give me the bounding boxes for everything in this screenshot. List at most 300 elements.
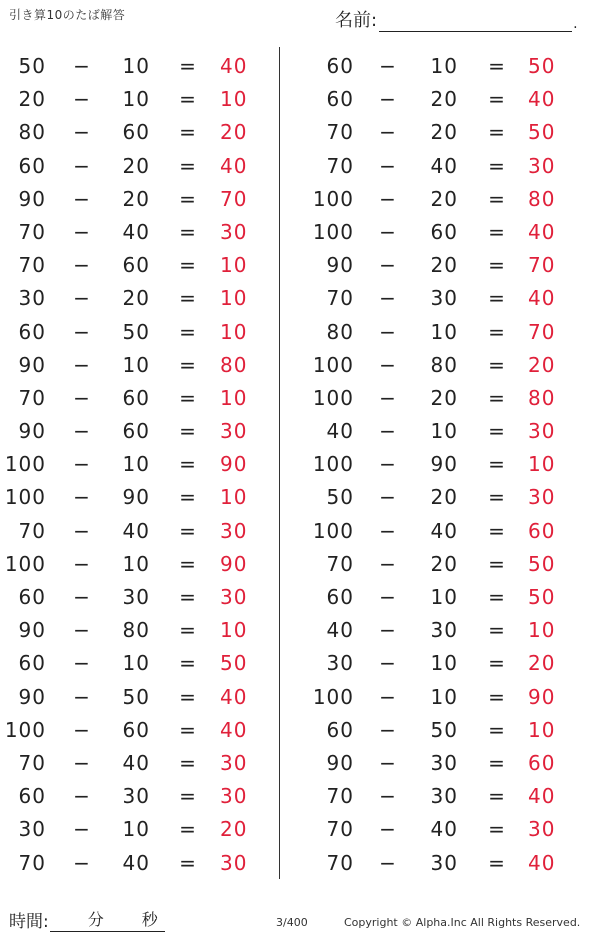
equals-sign: = — [488, 186, 506, 211]
copyright-notice: Copyright © Alpha.Inc All Rights Reserved. — [344, 916, 581, 929]
subtrahend: 30 — [430, 286, 458, 311]
minuend: 70 — [326, 153, 354, 178]
minuend: 60 — [326, 585, 354, 609]
answer: 90 — [528, 684, 556, 709]
problem-row — [0, 348, 279, 381]
equals-sign: = — [488, 585, 506, 609]
answer: 30 — [528, 419, 556, 444]
problem-row — [0, 281, 279, 314]
minuend: 100 — [312, 385, 354, 410]
subtrahend: 60 — [430, 219, 458, 244]
subtrahend: 40 — [430, 817, 458, 842]
minuend: 100 — [312, 352, 354, 377]
minus-sign: − — [73, 784, 91, 809]
minuend: 70 — [326, 850, 354, 875]
answer: 80 — [220, 352, 248, 377]
subtrahend: 20 — [430, 385, 458, 410]
problem-row — [300, 846, 590, 879]
name-field — [335, 6, 578, 32]
subtrahend: 40 — [122, 219, 150, 244]
answer: 40 — [220, 684, 248, 709]
minuend: 50 — [326, 485, 354, 510]
problem-row — [300, 613, 590, 646]
minuend: 60 — [326, 54, 354, 78]
minus-sign: − — [73, 518, 91, 543]
subtrahend: 90 — [122, 485, 150, 510]
subtrahend: 10 — [122, 551, 150, 576]
problem-row — [300, 182, 590, 215]
subtrahend: 30 — [430, 750, 458, 775]
minus-sign: − — [379, 651, 397, 676]
minuend: 30 — [18, 286, 46, 311]
problem-row — [300, 779, 590, 812]
minus-sign: − — [379, 120, 397, 145]
worksheet-title: 引き算10のたば解答 — [9, 8, 126, 22]
subtrahend: 50 — [430, 717, 458, 742]
equals-sign: = — [179, 186, 197, 211]
subtrahend: 60 — [122, 385, 150, 410]
equals-sign: = — [488, 485, 506, 510]
answer: 30 — [220, 585, 248, 609]
minus-sign: − — [379, 551, 397, 576]
answer: 40 — [220, 717, 248, 742]
equals-sign: = — [179, 352, 197, 377]
subtrahend: 60 — [122, 717, 150, 742]
subtrahend: 90 — [430, 452, 458, 477]
subtrahend: 10 — [430, 684, 458, 709]
minuend: 70 — [18, 518, 46, 543]
problem-row — [300, 381, 590, 414]
minus-sign: − — [379, 784, 397, 809]
equals-sign: = — [179, 651, 197, 676]
answer: 30 — [220, 750, 248, 775]
problem-row — [300, 281, 590, 314]
minus-sign: − — [379, 286, 397, 311]
minuend: 90 — [18, 684, 46, 709]
answer: 60 — [528, 750, 556, 775]
answer: 40 — [528, 286, 556, 311]
answer: 10 — [220, 618, 248, 643]
subtrahend: 10 — [430, 319, 458, 344]
minus-sign: − — [379, 452, 397, 477]
answer: 30 — [220, 419, 248, 444]
equals-sign: = — [488, 253, 506, 278]
equals-sign: = — [488, 518, 506, 543]
problem-row — [300, 414, 590, 447]
problem-row — [300, 49, 590, 82]
minuend: 60 — [18, 153, 46, 178]
minuend: 90 — [326, 253, 354, 278]
left-problem-column — [0, 49, 279, 879]
minus-sign: − — [73, 385, 91, 410]
equals-sign: = — [179, 286, 197, 311]
minus-sign: − — [379, 87, 397, 112]
subtrahend: 60 — [122, 419, 150, 444]
minus-sign: − — [73, 717, 91, 742]
subtrahend: 20 — [430, 87, 458, 112]
equals-sign: = — [488, 385, 506, 410]
answer: 50 — [528, 54, 556, 78]
problem-row — [0, 480, 279, 513]
subtrahend: 20 — [122, 153, 150, 178]
answer: 30 — [528, 153, 556, 178]
answer: 10 — [220, 385, 248, 410]
answer: 70 — [220, 186, 248, 211]
answer: 50 — [528, 120, 556, 145]
minus-sign: − — [379, 54, 397, 78]
subtrahend: 40 — [122, 850, 150, 875]
subtrahend: 10 — [122, 352, 150, 377]
equals-sign: = — [179, 485, 197, 510]
answer: 40 — [220, 54, 248, 78]
problem-row — [300, 149, 590, 182]
answer: 10 — [220, 286, 248, 311]
problem-row — [300, 746, 590, 779]
problem-row — [0, 149, 279, 182]
subtrahend: 10 — [430, 585, 458, 609]
problem-row — [0, 779, 279, 812]
equals-sign: = — [488, 319, 506, 344]
minuend: 40 — [326, 419, 354, 444]
time-input-line[interactable] — [50, 911, 165, 932]
answer: 70 — [528, 319, 556, 344]
problem-row — [0, 248, 279, 281]
subtrahend: 20 — [430, 253, 458, 278]
equals-sign: = — [488, 784, 506, 809]
answer: 30 — [220, 850, 248, 875]
answer: 90 — [220, 452, 248, 477]
problem-row — [0, 514, 279, 547]
equals-sign: = — [179, 817, 197, 842]
minuend: 100 — [312, 186, 354, 211]
subtrahend: 20 — [430, 186, 458, 211]
minus-sign: − — [73, 551, 91, 576]
minus-sign: − — [379, 518, 397, 543]
minus-sign: − — [73, 419, 91, 444]
minuend: 70 — [18, 253, 46, 278]
minuend: 100 — [4, 551, 46, 576]
minus-sign: − — [379, 253, 397, 278]
problem-row — [300, 348, 590, 381]
answer: 10 — [528, 452, 556, 477]
problem-row — [300, 315, 590, 348]
problem-row — [300, 713, 590, 746]
equals-sign: = — [179, 585, 197, 609]
subtrahend: 50 — [122, 319, 150, 344]
subtrahend: 10 — [122, 817, 150, 842]
equals-sign: = — [488, 618, 506, 643]
minus-sign: − — [379, 750, 397, 775]
answer: 40 — [528, 784, 556, 809]
subtrahend: 40 — [430, 518, 458, 543]
time-field — [9, 907, 165, 932]
subtrahend: 10 — [122, 87, 150, 112]
minus-sign: − — [73, 153, 91, 178]
equals-sign: = — [179, 452, 197, 477]
equals-sign: = — [179, 219, 197, 244]
minuend: 80 — [326, 319, 354, 344]
answer: 40 — [528, 87, 556, 112]
answer: 70 — [528, 253, 556, 278]
equals-sign: = — [179, 684, 197, 709]
minus-sign: − — [379, 684, 397, 709]
minus-sign: − — [379, 352, 397, 377]
subtrahend: 80 — [122, 618, 150, 643]
subtrahend: 10 — [430, 54, 458, 78]
problem-row — [300, 680, 590, 713]
equals-sign: = — [488, 651, 506, 676]
problem-row — [0, 381, 279, 414]
problem-row — [0, 812, 279, 845]
minuend: 60 — [326, 87, 354, 112]
answer: 10 — [220, 253, 248, 278]
answer: 30 — [220, 784, 248, 809]
name-label: 名前: — [335, 10, 378, 31]
subtrahend: 10 — [122, 651, 150, 676]
problem-row — [0, 49, 279, 82]
equals-sign: = — [179, 153, 197, 178]
minuend: 60 — [18, 319, 46, 344]
answer: 30 — [220, 219, 248, 244]
minuend: 100 — [312, 518, 354, 543]
subtrahend: 20 — [430, 485, 458, 510]
subtrahend: 40 — [430, 153, 458, 178]
subtrahend: 60 — [122, 253, 150, 278]
problem-row — [0, 215, 279, 248]
minuend: 50 — [18, 54, 46, 78]
equals-sign: = — [488, 684, 506, 709]
minus-sign: − — [379, 717, 397, 742]
minuend: 90 — [326, 750, 354, 775]
minuend: 40 — [326, 618, 354, 643]
equals-sign: = — [179, 784, 197, 809]
column-divider — [279, 47, 280, 879]
subtrahend: 10 — [430, 419, 458, 444]
minus-sign: − — [73, 684, 91, 709]
minuend: 70 — [326, 120, 354, 145]
minus-sign: − — [73, 618, 91, 643]
problem-row — [300, 646, 590, 679]
equals-sign: = — [488, 419, 506, 444]
problem-row — [300, 514, 590, 547]
answer: 80 — [528, 186, 556, 211]
problem-row — [0, 115, 279, 148]
equals-sign: = — [179, 87, 197, 112]
equals-sign: = — [488, 717, 506, 742]
minus-sign: − — [379, 618, 397, 643]
equals-sign: = — [179, 419, 197, 444]
equals-sign: = — [179, 253, 197, 278]
equals-sign: = — [488, 850, 506, 875]
equals-sign: = — [488, 817, 506, 842]
subtrahend: 40 — [122, 518, 150, 543]
answer: 20 — [220, 120, 248, 145]
equals-sign: = — [488, 750, 506, 775]
minus-sign: − — [73, 452, 91, 477]
minus-sign: − — [379, 319, 397, 344]
problem-row — [0, 680, 279, 713]
minuend: 60 — [18, 784, 46, 809]
problem-row — [300, 480, 590, 513]
minus-sign: − — [73, 585, 91, 609]
minuend: 70 — [18, 219, 46, 244]
minus-sign: − — [73, 850, 91, 875]
minuend: 20 — [18, 87, 46, 112]
equals-sign: = — [179, 319, 197, 344]
minuend: 30 — [18, 817, 46, 842]
subtrahend: 20 — [122, 186, 150, 211]
equals-sign: = — [179, 518, 197, 543]
problem-row — [300, 248, 590, 281]
equals-sign: = — [179, 618, 197, 643]
equals-sign: = — [488, 120, 506, 145]
answer: 10 — [220, 87, 248, 112]
equals-sign: = — [179, 717, 197, 742]
problem-row — [0, 613, 279, 646]
equals-sign: = — [179, 750, 197, 775]
subtrahend: 10 — [122, 452, 150, 477]
minuend: 70 — [326, 551, 354, 576]
minus-sign: − — [73, 253, 91, 278]
answer: 40 — [220, 153, 248, 178]
equals-sign: = — [179, 850, 197, 875]
minuend: 100 — [4, 452, 46, 477]
problem-row — [0, 315, 279, 348]
problem-row — [300, 82, 590, 115]
subtrahend: 80 — [430, 352, 458, 377]
equals-sign: = — [179, 54, 197, 78]
answer: 20 — [528, 352, 556, 377]
problem-row — [300, 215, 590, 248]
minuend: 100 — [312, 219, 354, 244]
minuend: 80 — [18, 120, 46, 145]
minuend: 100 — [312, 684, 354, 709]
answer: 40 — [528, 850, 556, 875]
problem-row — [300, 547, 590, 580]
minus-sign: − — [379, 850, 397, 875]
subtrahend: 10 — [122, 54, 150, 78]
right-problem-column — [300, 49, 590, 879]
minus-sign: − — [379, 585, 397, 609]
equals-sign: = — [488, 54, 506, 78]
subtrahend: 50 — [122, 684, 150, 709]
answer: 50 — [528, 551, 556, 576]
equals-sign: = — [488, 153, 506, 178]
seconds-unit: 秒 — [141, 910, 158, 929]
minuend: 90 — [18, 352, 46, 377]
minuend: 30 — [326, 651, 354, 676]
equals-sign: = — [488, 286, 506, 311]
answer: 20 — [220, 817, 248, 842]
answer: 60 — [528, 518, 556, 543]
minuend: 100 — [312, 452, 354, 477]
problem-row — [0, 646, 279, 679]
minus-sign: − — [73, 186, 91, 211]
minus-sign: − — [379, 153, 397, 178]
problem-row — [0, 414, 279, 447]
minus-sign: − — [73, 219, 91, 244]
problem-row — [0, 182, 279, 215]
answer: 30 — [528, 817, 556, 842]
minus-sign: − — [379, 485, 397, 510]
minus-sign: − — [73, 651, 91, 676]
subtrahend: 30 — [122, 585, 150, 609]
answer: 80 — [528, 385, 556, 410]
answer: 90 — [220, 551, 248, 576]
equals-sign: = — [179, 551, 197, 576]
equals-sign: = — [488, 87, 506, 112]
answer: 50 — [528, 585, 556, 609]
answer: 30 — [220, 518, 248, 543]
minus-sign: − — [73, 817, 91, 842]
minus-sign: − — [73, 286, 91, 311]
minus-sign: − — [379, 419, 397, 444]
subtrahend: 30 — [430, 784, 458, 809]
problem-row — [0, 82, 279, 115]
minuend: 100 — [4, 717, 46, 742]
subtrahend: 20 — [430, 120, 458, 145]
minus-sign: − — [379, 219, 397, 244]
answer: 10 — [220, 319, 248, 344]
minus-sign: − — [73, 352, 91, 377]
minuend: 70 — [326, 286, 354, 311]
minus-sign: − — [73, 485, 91, 510]
subtrahend: 30 — [430, 850, 458, 875]
name-end-mark: . — [573, 16, 578, 32]
equals-sign: = — [179, 120, 197, 145]
subtrahend: 60 — [122, 120, 150, 145]
minus-sign: − — [73, 120, 91, 145]
answer: 30 — [528, 485, 556, 510]
answer: 10 — [220, 485, 248, 510]
problem-row — [300, 580, 590, 613]
minuend: 100 — [4, 485, 46, 510]
answer: 10 — [528, 717, 556, 742]
minuend: 60 — [326, 717, 354, 742]
equals-sign: = — [179, 385, 197, 410]
minus-sign: − — [379, 186, 397, 211]
problem-row — [0, 447, 279, 480]
subtrahend: 10 — [430, 651, 458, 676]
equals-sign: = — [488, 551, 506, 576]
minus-sign: − — [73, 54, 91, 78]
answer: 50 — [220, 651, 248, 676]
minus-sign: − — [73, 750, 91, 775]
minuend: 70 — [18, 750, 46, 775]
minus-sign: − — [379, 385, 397, 410]
equals-sign: = — [488, 452, 506, 477]
subtrahend: 20 — [122, 286, 150, 311]
minuend: 70 — [326, 817, 354, 842]
subtrahend: 40 — [122, 750, 150, 775]
problem-row — [0, 547, 279, 580]
name-input-line[interactable] — [379, 11, 572, 32]
minuend: 70 — [18, 385, 46, 410]
problem-row — [300, 115, 590, 148]
problem-row — [300, 447, 590, 480]
problem-row — [300, 812, 590, 845]
minuend: 90 — [18, 618, 46, 643]
minus-sign: − — [73, 87, 91, 112]
problem-row — [0, 713, 279, 746]
minuend: 60 — [18, 585, 46, 609]
minuend: 70 — [326, 784, 354, 809]
minus-sign: − — [73, 319, 91, 344]
answer: 20 — [528, 651, 556, 676]
page-number: 3/400 — [276, 916, 308, 929]
minus-sign: − — [379, 817, 397, 842]
minuend: 90 — [18, 419, 46, 444]
